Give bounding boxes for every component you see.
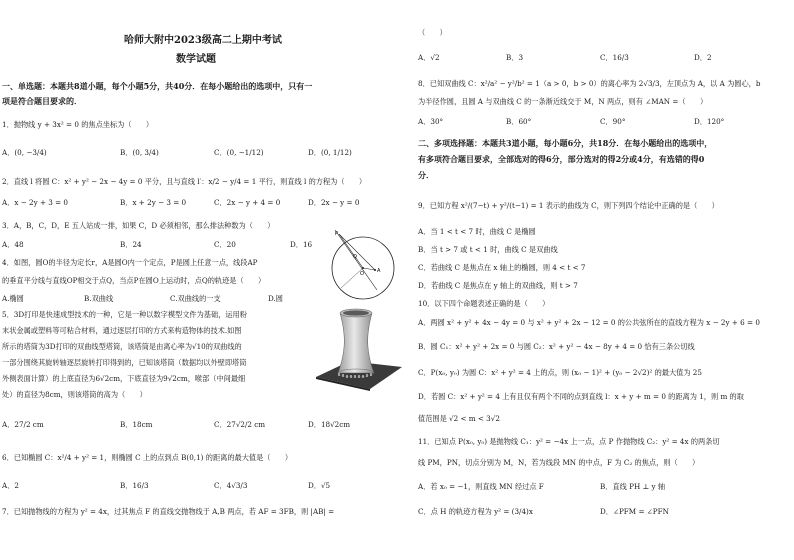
question-9: 9．已知方程 x²/(7−t) + y²/(t−1) = 1 表示的曲线为 C，则下列四个结论中正确的是（ ） — [418, 201, 719, 210]
q11-option-c: C．点 H 的轨迹方程为 y² = (3/4)x — [418, 507, 533, 516]
q6-option-b: B．16/3 — [120, 481, 149, 490]
q11-option-d: D．∠PFM = ∠PFN — [600, 507, 669, 516]
question-10: 10．以下四个命题表述正确的是（ ） — [418, 299, 550, 308]
section-2-heading: 二、多项选择题：本题共3道小题，每小题6分，共18分．在每小题给出的选项中， — [418, 138, 713, 148]
question-5-line6: 处）的直径为8cm，则该塔筒的高为（ ） — [2, 390, 147, 399]
q5-option-c: C．27√2/2 cm — [214, 420, 266, 429]
question-7: 7．已知抛物线的方程为 y² = 4x，过其焦点 F 的直线交抛物线于 A,B 两点，若 AF = 3FB，则 |AB| = — [2, 507, 335, 516]
q3-option-b: B．24 — [120, 240, 142, 249]
question-5-line5: 外侧表面计算）的上底直径为6√2cm，下底直径为9√2cm，喉部（中间最细 — [2, 374, 246, 383]
section-1-heading-cont: 项是符合题目要求的． — [2, 96, 82, 106]
q1-option-a: A．(0, −3/4) — [2, 148, 47, 157]
exam-subtitle: 数学试题 — [176, 54, 216, 65]
question-6: 6．已知椭圆 C：x²/4 + y² = 1，则椭圆 C 上的点到点 B(0,1) 的距离的最大值是（ ） — [2, 453, 293, 462]
label-q: Q — [353, 254, 357, 260]
q5-option-a: A．27/2 cm — [2, 420, 44, 429]
q1-option-b: B．(0, 3/4) — [120, 148, 159, 157]
q9-option-d: D．若曲线 C 是焦点在 y 轴上的双曲线，则 t > 7 — [418, 281, 578, 290]
q4-option-d: D.圆 — [268, 294, 283, 303]
circle-figure — [323, 228, 405, 306]
q9-option-b: B．当 t > 7 或 t < 1 时，曲线 C 是双曲线 — [418, 245, 558, 254]
q11-option-a: A．若 x₀ = −1，则直线 MN 经过点 F — [418, 482, 544, 491]
question-5-line3: 所示的塔筒为3D打印的双曲线型塔筒，该塔筒是由离心率为√10的双曲线的 — [2, 342, 242, 351]
q9-option-c: C．若曲线 C 是焦点在 x 轴上的椭圆，则 4 < t < 7 — [418, 263, 586, 272]
exam-title: 哈师大附中2023级高二上期中考试 — [124, 35, 282, 46]
q1-option-d: D．(0, 1/12) — [308, 148, 352, 157]
q10-option-b: B．圆 C₁：x² + y² + 2x = 0 与圆 C₂：x² + y² − 4x − 8y + 4 = 0 恰有三条公切线 — [418, 342, 695, 351]
question-5-line4: 一部分围绕其旋转轴逐层旋转打印得到的，已知该塔筒（数据均以外壁即塔筒 — [2, 358, 247, 367]
q7-option-d: D．2 — [694, 53, 712, 62]
label-a: A — [377, 268, 381, 274]
question-5-line1: 5．3D打印是快速成型技术的一种，它是一种以数字模型文件为基础，运用粉 — [2, 310, 247, 319]
q11-option-b: B．直线 PH ⊥ y 轴 — [600, 482, 666, 491]
question-4-line1: 4．如图，圆O的半径为定长r，A是圆O内一个定点，P是圆上任意一点，线段AP — [2, 258, 258, 267]
question-8-line2: 为半径作圆，且圆 A 与双曲线 C 的一条渐近线交于 M，N 两点，则有 ∠MAN =（ ） — [418, 97, 708, 106]
q3-option-c: C．20 — [214, 240, 236, 249]
q5-option-d: D．18√2cm — [308, 420, 351, 429]
q4-option-a: A.椭圆 — [2, 294, 24, 303]
tower-figure — [312, 305, 404, 391]
question-5-line2: 末状金属或塑料等可粘合材料，通过逐层打印的方式来构造物体的技术.如图 — [2, 326, 242, 335]
label-p: P — [335, 231, 339, 237]
question-4-line2: 的垂直平分线与直线OP相交于点Q，当点P在圆O上运动时，点Q的轨迹是（ ） — [2, 276, 266, 285]
q2-option-c: C．2x − y + 4 = 0 — [214, 198, 281, 207]
section-2-heading-cont1: 有多项符合题目要求，全部选对的得6分，部分选对的得2分或4分，有选错的得0 — [418, 154, 705, 164]
question-11-line1: 11．已知点 P(x₀, y₀) 是抛物线 C₁：y² = −4x 上一点，点 P 作抛物线 C₂：y² = 4x 的两条切 — [418, 437, 720, 446]
q6-option-d: D．√5 — [308, 481, 331, 490]
q5-option-b: B．18cm — [120, 420, 153, 429]
q7-option-c: C．16/3 — [600, 53, 629, 62]
question-11-line2: 线 PM，PN，切点分别为 M，N，若为线段 MN 的中点，F 为 C₂ 的焦点，则（ ） — [418, 458, 700, 467]
q10-option-a: A．两圆 x² + y² + 4x − 4y = 0 与 x² + y² + 2x − 12 = 0 的公共弦所在的直线方程为 x − 2y + 6 = 0 — [418, 318, 760, 327]
q8-option-b: B．60° — [506, 117, 532, 126]
q3-option-a: A．48 — [2, 240, 24, 249]
q8-option-d: D．120° — [694, 117, 725, 126]
q8-option-a: A．30° — [418, 117, 444, 126]
question-3: 3．A，B，C，D，E 五人站成一排，如果 C，D 必须相邻，那么排法种数为（ ） — [2, 221, 275, 230]
q4-option-c: C.双曲线的一支 — [170, 294, 221, 303]
q8-option-c: C．90° — [600, 117, 626, 126]
q7-option-a: A．√2 — [418, 53, 440, 62]
q7-option-b: B．3 — [506, 53, 524, 62]
question-1: 1．抛物线 y + 3x² = 0 的焦点坐标为（ ） — [2, 120, 154, 129]
q6-option-c: C．4√3/3 — [214, 481, 248, 490]
q9-option-a: A．当 1 < t < 7 时，曲线 C 是椭圆 — [418, 227, 536, 236]
section-2-heading-cont2: 分． — [418, 170, 434, 180]
section-1-heading: 一、单选题：本题共8道小题，每个小题5分，共40分．在每小题给出的选项中，只有一 — [2, 81, 313, 91]
q10-option-d-cont: 值范围是 √2 < m < 3√2 — [418, 414, 500, 423]
q4-option-b: B.双曲线 — [84, 294, 114, 303]
label-o: O — [360, 271, 364, 277]
q10-option-d: D．若圆 C：x² + y² = 4 上有且仅有两个不同的点到直线 l：x + y + m = 0 的距离为 1，则 m 的取 — [418, 392, 744, 401]
q3-option-d: D．16 — [290, 240, 313, 249]
q1-option-c: C．(0, −1/12) — [214, 148, 264, 157]
q2-option-d: D．2x − y = 0 — [308, 198, 360, 207]
question-2: 2．直线 l 将圆 C：x² + y² − 2x − 4y = 0 平分，且与直线 l′：x/2 − y/4 = 1 平行，则直线 l 的方程为（ ） — [2, 177, 367, 186]
question-7-tail: （ ） — [418, 28, 447, 37]
q2-option-a: A．x − 2y + 3 = 0 — [2, 198, 68, 207]
q2-option-b: B．x + 2y − 3 = 0 — [120, 198, 187, 207]
q6-option-a: A．2 — [2, 481, 19, 490]
question-8-line1: 8．已知双曲线 C：x²/a² − y²/b² = 1（a > 0，b > 0）的离心率为 2√3/3，左顶点为 A，以 A 为圆心，b — [418, 79, 761, 88]
q10-option-c: C．P(x₀, y₀) 为圆 C：x² + y² = 4 上的点，则 (x₀ − 1)² + (y₀ − 2√2)² 的最大值为 25 — [418, 368, 702, 377]
